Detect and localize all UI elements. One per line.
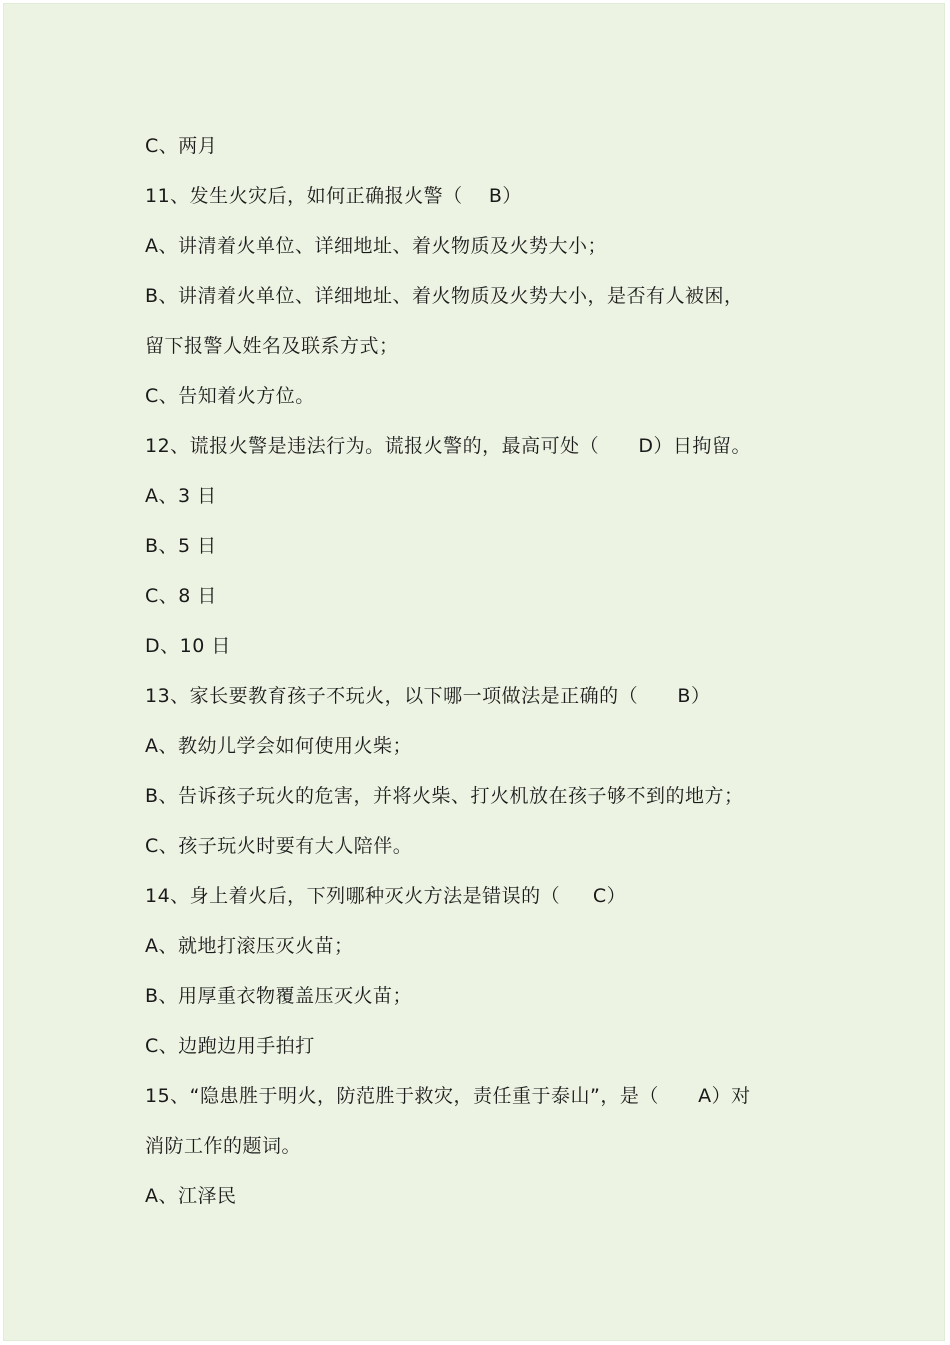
question-11-option-b: B、讲清着火单位、详细地址、着火物质及火势大小，是否有人被困， — [145, 285, 744, 307]
question-15-option-a: A、江泽民 — [145, 1185, 237, 1207]
option-c-two-months: C、两月 — [145, 135, 218, 157]
question-12-option-a: A、3 日 — [145, 485, 217, 507]
question-12-option-b: B、5 日 — [145, 535, 217, 557]
question-12: 12、谎报火警是违法行为。谎报火警的，最高可处（ D）日拘留。 — [145, 435, 752, 457]
question-14: 14、身上着火后，下列哪种灭火方法是错误的（ C） — [145, 885, 627, 907]
question-11-option-c: C、告知着火方位。 — [145, 385, 315, 407]
question-15-continued: 消防工作的题词。 — [145, 1135, 302, 1157]
question-11-option-b-continued: 留下报警人姓名及联系方式； — [145, 335, 399, 357]
question-13-option-b: B、告诉孩子玩火的危害，并将火柴、打火机放在孩子够不到的地方； — [145, 785, 744, 807]
question-11: 11、发生火灾后，如何正确报火警（ B） — [145, 185, 522, 207]
question-14-option-c: C、边跑边用手拍打 — [145, 1035, 315, 1057]
question-14-option-b: B、用厚重衣物覆盖压灭火苗； — [145, 985, 413, 1007]
question-14-option-a: A、就地打滚压灭火苗； — [145, 935, 354, 957]
question-15: 15、“隐患胜于明火，防范胜于救灾，责任重于泰山”，是（ A）对 — [145, 1085, 751, 1107]
question-13-option-c: C、孩子玩火时要有大人陪伴。 — [145, 835, 413, 857]
question-12-option-c: C、8 日 — [145, 585, 217, 607]
question-11-option-a: A、讲清着火单位、详细地址、着火物质及火势大小； — [145, 235, 607, 257]
question-12-option-d: D、10 日 — [145, 635, 231, 657]
question-13: 13、家长要教育孩子不玩火，以下哪一项做法是正确的（ B） — [145, 685, 711, 707]
question-13-option-a: A、教幼儿学会如何使用火柴； — [145, 735, 412, 757]
quiz-content — [145, 128, 845, 1228]
document-page — [3, 3, 945, 1341]
